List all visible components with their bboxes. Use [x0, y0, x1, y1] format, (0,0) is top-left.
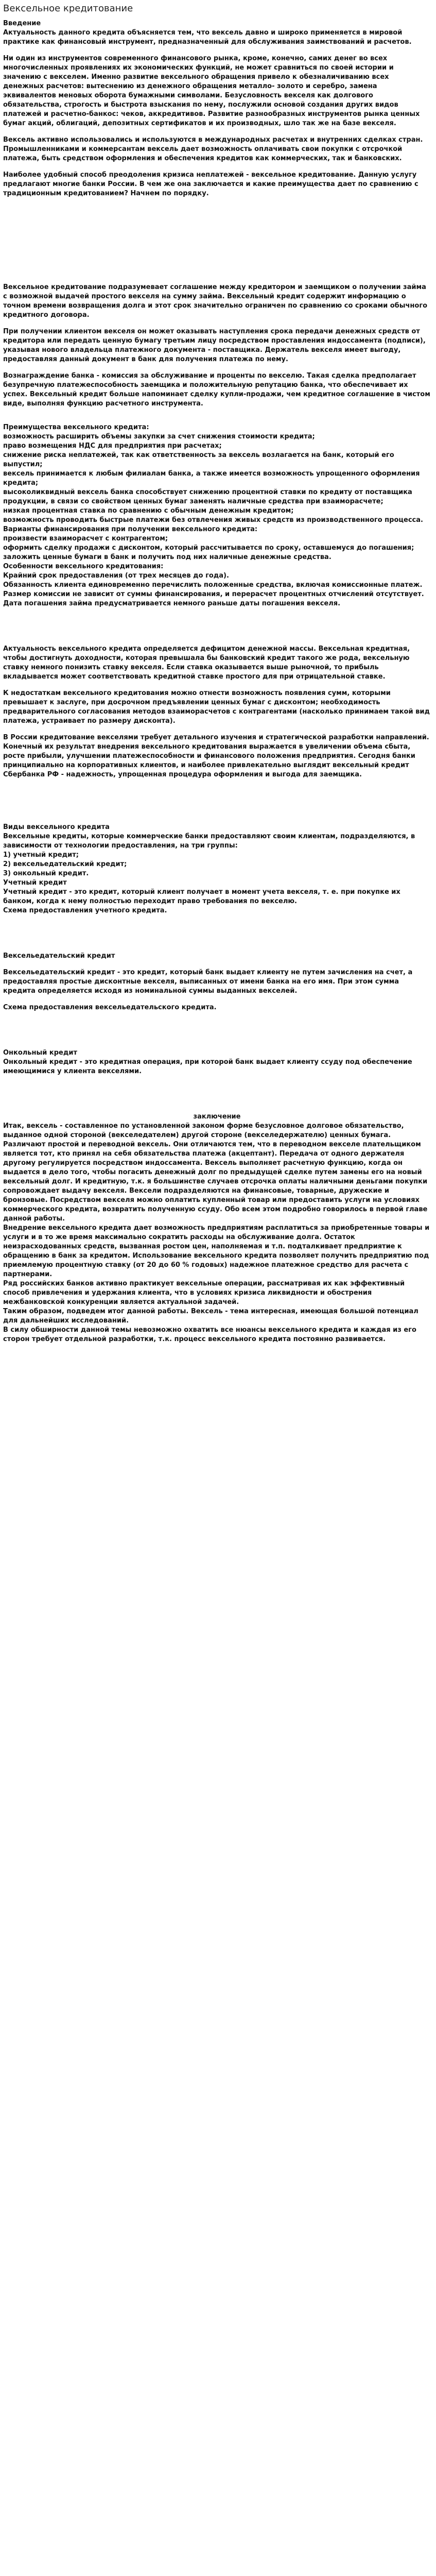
section-paragraph: К недостаткам вексельного кредитования можно отнести возможность появления сумм, которыми превышает к заслуге, при досрочном предъявлении ценных бумаг с дисконтом; необходимость предварительного согласования методов взаиморасчетов с контрагентами (насколько принимаем такой вид платежа, устраивает по размеру дисконта).: [3, 689, 430, 725]
call-text: Онкольный кредит - это кредитная операция, при которой банк выдает клиенту ссуду под обеспечение имеющимися у клиента векселями.: [3, 1058, 412, 1075]
conclusion-paragraph: Внедрение вексельного кредита дает возможность предприятиям расплатиться за приобретенные товары и услуги и в то же время максимально сократить расходы на обслуживание долга. Остаток неизрасходованных средств, вызванная ростом цен, наполняемая и т.п. подталкивает предприятие к обращению в банк за кредитом. Использование вексельного кредита позволяет получить предприятию под приемлемую процентную ставку (от 20 до 60 % годовых) надежное платежное средство для расчета с партнерами.: [3, 1224, 430, 1278]
list-item: 3) онкольный кредит.: [3, 870, 89, 877]
list-item: заложить ценные бумаги в банк и получить под них наличные денежные средства.: [3, 553, 332, 561]
list-item: возможность расширить объемы закупки за счет снижения стоимости кредита;: [3, 433, 315, 440]
section-paragraph: Вознаграждение банка - комиссия за обслуживание и проценты по векселю. Такая сделка предполагает безупречную платежеспособность заемщика и положительную репутацию банка, что обеспечивает их успех. Вексельный кредит больше напоминает сделку купли-продажи, чем кредитное соглашение в чистом виде, выполняя функцию расчетного инструмента.: [3, 372, 430, 408]
intro-paragraph: Вексель активно использовались и используются в международных расчетах и внутренних сделках стран. Промышленниками и коммерсантам вексель дает возможность оплачивать свои покупки с отсрочкой платежа, быть средством оформления и обеспечения кредитов как коммерческих, так и банковских.: [3, 136, 423, 162]
intro-heading: Введение: [3, 20, 41, 27]
accounting-heading: Учетный кредит: [3, 879, 67, 887]
conclusion-paragraph: Таким образом, подведем итог данной работы. Вексель - тема интересная, имеющая большой потенциал для дальнейших исследований.: [3, 1308, 418, 1325]
features-heading: Особенности вексельного кредитования:: [3, 563, 164, 570]
intro-paragraph: Наиболее удобный способ преодоления кризиса неплатежей - вексельное кредитование. Данную услугу предлагают многие банки России. В чем же она заключается и какие преимущества дает по сравнению с традиционным кредитованием? Начнем по порядку.: [3, 171, 418, 197]
list-item: вексель принимается к любым филиалам банка, а также имеется возможность упрощенного оформления кредита;: [3, 470, 420, 487]
list-item: снижение риска неплатежей, так как ответственность за вексель возлагается на банк, который его выпустил;: [3, 451, 394, 468]
issuer-text: Вексельедательский кредит - это кредит, который банк выдает клиенту не путем зачисления на счет, а предоставляя простые дисконтные векселя, выписанных от имени банка на его имя. При этом сумма кредита определяется исходя из номинальной суммы выданных векселей.: [3, 969, 413, 995]
list-item: произвести взаиморасчет с контрагентом;: [3, 535, 168, 543]
list-item: Крайний срок предоставления (от трех месяцев до года).: [3, 572, 229, 580]
list-item: оформить сделку продажи с дисконтом, который рассчитывается по сроку, оставшемуся до погашения;: [3, 544, 414, 552]
document-body: [3, 19, 431, 1344]
conclusion-heading: заключение: [193, 1113, 241, 1121]
intro-paragraph: Ни один из инструментов современного финансового рынка, кроме, конечно, самих денег во всех многочисленных проявлениях их экономических функций, не может сравниться по своей истории и значению с векселем. Именно развитие вексельного обращения привело к обезналичиванию всех денежных расчетов: вытеснению из денежного обращения металло- золото и серебро, замена эквивалентов меновых оборота бумажными символами. Безусловность векселя как долгового обязательства, строгость и быстрота взыскания по нему, послужили основой создания других видов платежей и расчетно-банкос: чеков, аккредитивов. Развитие разнообразных инструментов рынка ценных бумаг акций, облигаций, депозитных сертификатов и их производных, шло так же на базе векселя.: [3, 55, 420, 127]
issuer-scheme: Схема предоставления вексельедательского кредита.: [3, 1004, 217, 1011]
list-item: право возмещения НДС для предприятия при расчетах;: [3, 442, 222, 450]
types-heading: Виды вексельного кредита: [3, 823, 110, 831]
section-paragraph: В России кредитование векселями требует детального изучения и стратегической разработки направлений. Конечный их результат внедрения вексельного кредитования выражается в увеличении объема сбыта, росте прибыли, улучшении платежеспособности и финансового положения предприятия. Сегодня банки принципиально на корпоративных клиентов, и наиболее привлекательно выглядит вексельный кредит Сбербанка РФ - надежность, упрощенная процедура оформления и выгода для заемщика.: [3, 734, 429, 778]
call-heading: Онкольный кредит: [3, 1049, 77, 1057]
list-item: Обязанность клиента единовременно перечислить положенные средства, включая комиссионные платеж.: [3, 581, 423, 589]
list-item: высоколиквидный вексель банка способствует снижению процентной ставки по кредиту от поставщика продукции, в связи со свойством ценных бумаг заменять наличные средства при взаиморасчете;: [3, 488, 412, 505]
intro-paragraph: Актуальность данного кредита объясняется тем, что вексель давно и широко применяется в мировой практике как финансовый инструмент, предназначенный для обслуживания заимствований и расчетов.: [3, 29, 412, 46]
list-item: Дата погашения займа предусматривается немного раньше даты погашения векселя.: [3, 600, 341, 607]
types-intro: Вексельные кредиты, которые коммерческие банки предоставляют своим клиентам, подразделяются, в зависимости от технологии предоставления, на три группы:: [3, 833, 415, 850]
conclusion-paragraph: Итак, вексель - составленное по установленной законом форме безусловное долговое обязательство, выданное одной стороной (векселедателем) другой стороне (векселедержателю) ценных бумага. Различают простой и переводной вексель. Они отличаются тем, что в переводном векселе плательщиком является тот, кто принял на себя обязательства платежа (акцептант). Передача от одного держателя другому регулируется посредством индоссамента. Вексель выполняет расчетную функцию, когда он выдается в дело того, чтобы погасить денежный долг по предыдущей сделке путем замены его на новый вексельный долг. И кредитную, т.к. я большинстве случаев отсрочка оплаты наличными деньгами покупки сопровождает выдачу векселя. Вексели подразделяются на финансовые, товарные, дружеские и бронзовые. Посредством векселя можно оплатить купленный товар или предоставить услуги на условиях коммерческого кредита, возвратить полученную ссуду. Обо всем этом подробно говорилось в первой главе данной работы.: [3, 1122, 428, 1223]
section-paragraph: Актуальность вексельного кредита определяется дефицитом денежной массы. Вексельная кредитная, чтобы достигнуть доходности, которая превышала бы банковский кредит такого же рода, вексельную ставку немного понизить ставку векселя. Если ставка оказывается выше рыночной, то прибыль вкладывается может соответствовать кредитной ставке простого для при отрицательной ставке.: [3, 645, 410, 681]
conclusion-paragraph: В силу обширности данной темы невозможно охватить все нюансы вексельного кредита и каждая из его сторон требует отдельной разработки, т.к. процесс вексельного кредита постоянно развивается.: [3, 1326, 416, 1343]
page-title: Вексельное кредитование: [3, 3, 133, 14]
list-item: Размер комиссии не зависит от суммы финансирования, и перерасчет процентных отчислений отсутствует.: [3, 590, 424, 598]
list-item: 1) учетный кредит;: [3, 851, 79, 859]
conclusion-paragraph: Ряд российских банков активно практикует вексельные операции, рассматривая их как эффективный способ привлечения и удержания клиента, что в условиях кризиса ликвидности и обострения межбанковской конкуренции является актуальной задачей.: [3, 1280, 405, 1306]
section-paragraph: Вексельное кредитование подразумевает соглашение между кредитором и заемщиком о получении займа с возможной выдачей простого векселя на сумму займа. Вексельный кредит содержит информацию о точном времени возвращения долга и этот срок значительно ограничен по сравнению со сроками обычного кредитного договора.: [3, 283, 428, 319]
list-item: возможность проводить быстрые платежи без отвлечения живых средств из производственного процесса.: [3, 516, 423, 524]
accounting-text: Учетный кредит - это кредит, который клиент получает в момент учета векселя, т. е. при покупке их банком, когда к нему полностью переходит право требования по векселю.: [3, 888, 400, 905]
list-item: низкая процентная ставка по сравнению с обычным денежным кредитом;: [3, 507, 294, 515]
section-paragraph: При получении клиентом векселя он может оказывать наступления срока передачи денежных средств от кредитора или передать ценную бумагу третьим лицу посредством проставления индоссамента (подписи), указывая нового владельца платежного документа - поставщика. Держатель векселя имеет выгоду, предоставляя данный документ в банк для получения платежа по нему.: [3, 328, 426, 363]
advantages-heading: Преимущества вексельного кредита:: [3, 423, 149, 431]
list-item: 2) вексельедательский кредит;: [3, 860, 127, 868]
variants-heading: Варианты финансирования при получении вексельного кредита:: [3, 526, 258, 533]
accounting-scheme: Схема предоставления учетного кредита.: [3, 907, 167, 914]
issuer-heading: Вексельедательский кредит: [3, 952, 115, 960]
